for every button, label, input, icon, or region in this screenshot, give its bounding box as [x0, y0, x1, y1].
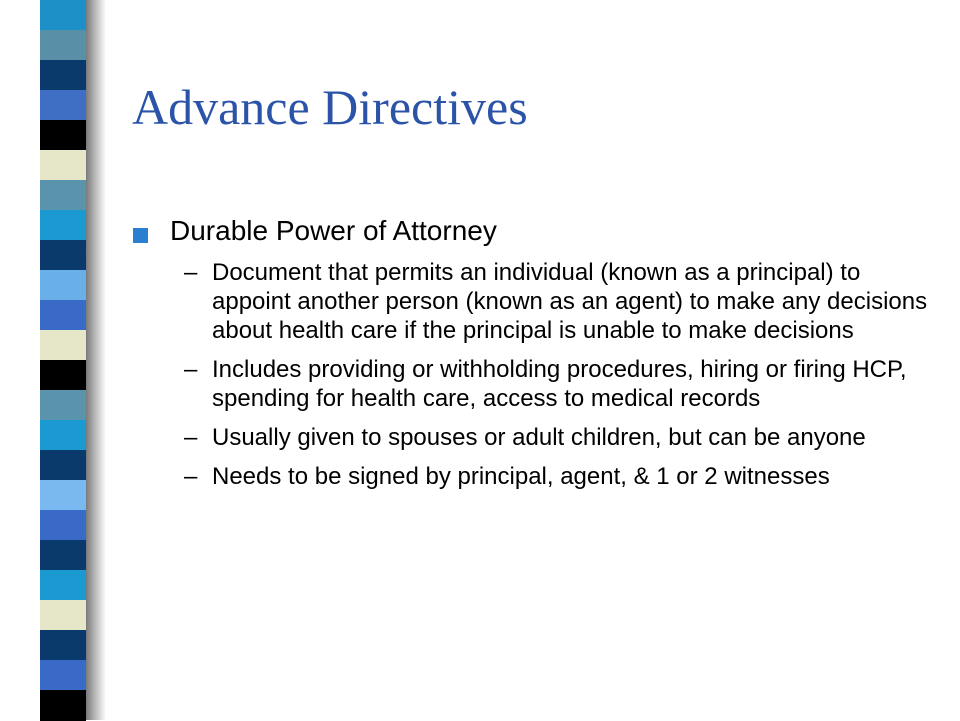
- stripe-block: [40, 270, 86, 301]
- stripe-block: [40, 630, 86, 661]
- stripe-block: [40, 540, 86, 571]
- stripe-block: [40, 0, 86, 31]
- stripe-block: [40, 690, 86, 721]
- slide-title: Advance Directives: [132, 79, 528, 135]
- stripe-block: [40, 390, 86, 421]
- sub-bullet-list: [132, 258, 932, 491]
- stripe-block: [40, 150, 86, 181]
- stripe-block: [40, 240, 86, 271]
- dash-marker: –: [184, 258, 198, 286]
- dash-marker: –: [184, 423, 198, 451]
- sub-bullet-item: [132, 423, 932, 452]
- stripe-block: [40, 210, 86, 241]
- sub-bullet-text: Needs to be signed by principal, agent, & 1 or 2 witnesses: [212, 462, 830, 490]
- stripe-block: [40, 60, 86, 91]
- sub-bullet-item: [132, 258, 932, 345]
- dash-marker: –: [184, 355, 198, 383]
- stripe-block: [40, 330, 86, 361]
- decorative-stripe: [40, 0, 86, 720]
- bullet-text: Durable Power of Attorney: [170, 215, 497, 246]
- bullet-item: [132, 214, 932, 248]
- sub-bullet-text: Includes providing or withholding procedures, hiring or firing HCP, spending for health care, access to medical records: [212, 355, 907, 412]
- sub-bullet-text: Usually given to spouses or adult children, but can be anyone: [212, 423, 866, 451]
- slide-content: [132, 214, 932, 501]
- sub-bullet-item: [132, 462, 932, 491]
- sub-bullet-item: [132, 355, 932, 413]
- dash-marker: –: [184, 462, 198, 490]
- stripe-block: [40, 420, 86, 451]
- stripe-block: [40, 600, 86, 631]
- stripe-block: [40, 30, 86, 61]
- square-bullet-icon: [133, 228, 148, 243]
- sub-bullet-text: Document that permits an individual (known as a principal) to appoint another person (known as an agent) to make any decisions about health care if the principal is unable to make decisions: [212, 258, 928, 344]
- stripe-block: [40, 480, 86, 511]
- stripe-block: [40, 450, 86, 481]
- stripe-block: [40, 510, 86, 541]
- stripe-block: [40, 570, 86, 601]
- stripe-shadow: [86, 0, 106, 720]
- stripe-block: [40, 360, 86, 391]
- stripe-block: [40, 120, 86, 151]
- stripe-block: [40, 660, 86, 691]
- stripe-block: [40, 180, 86, 211]
- stripe-block: [40, 90, 86, 121]
- stripe-block: [40, 300, 86, 331]
